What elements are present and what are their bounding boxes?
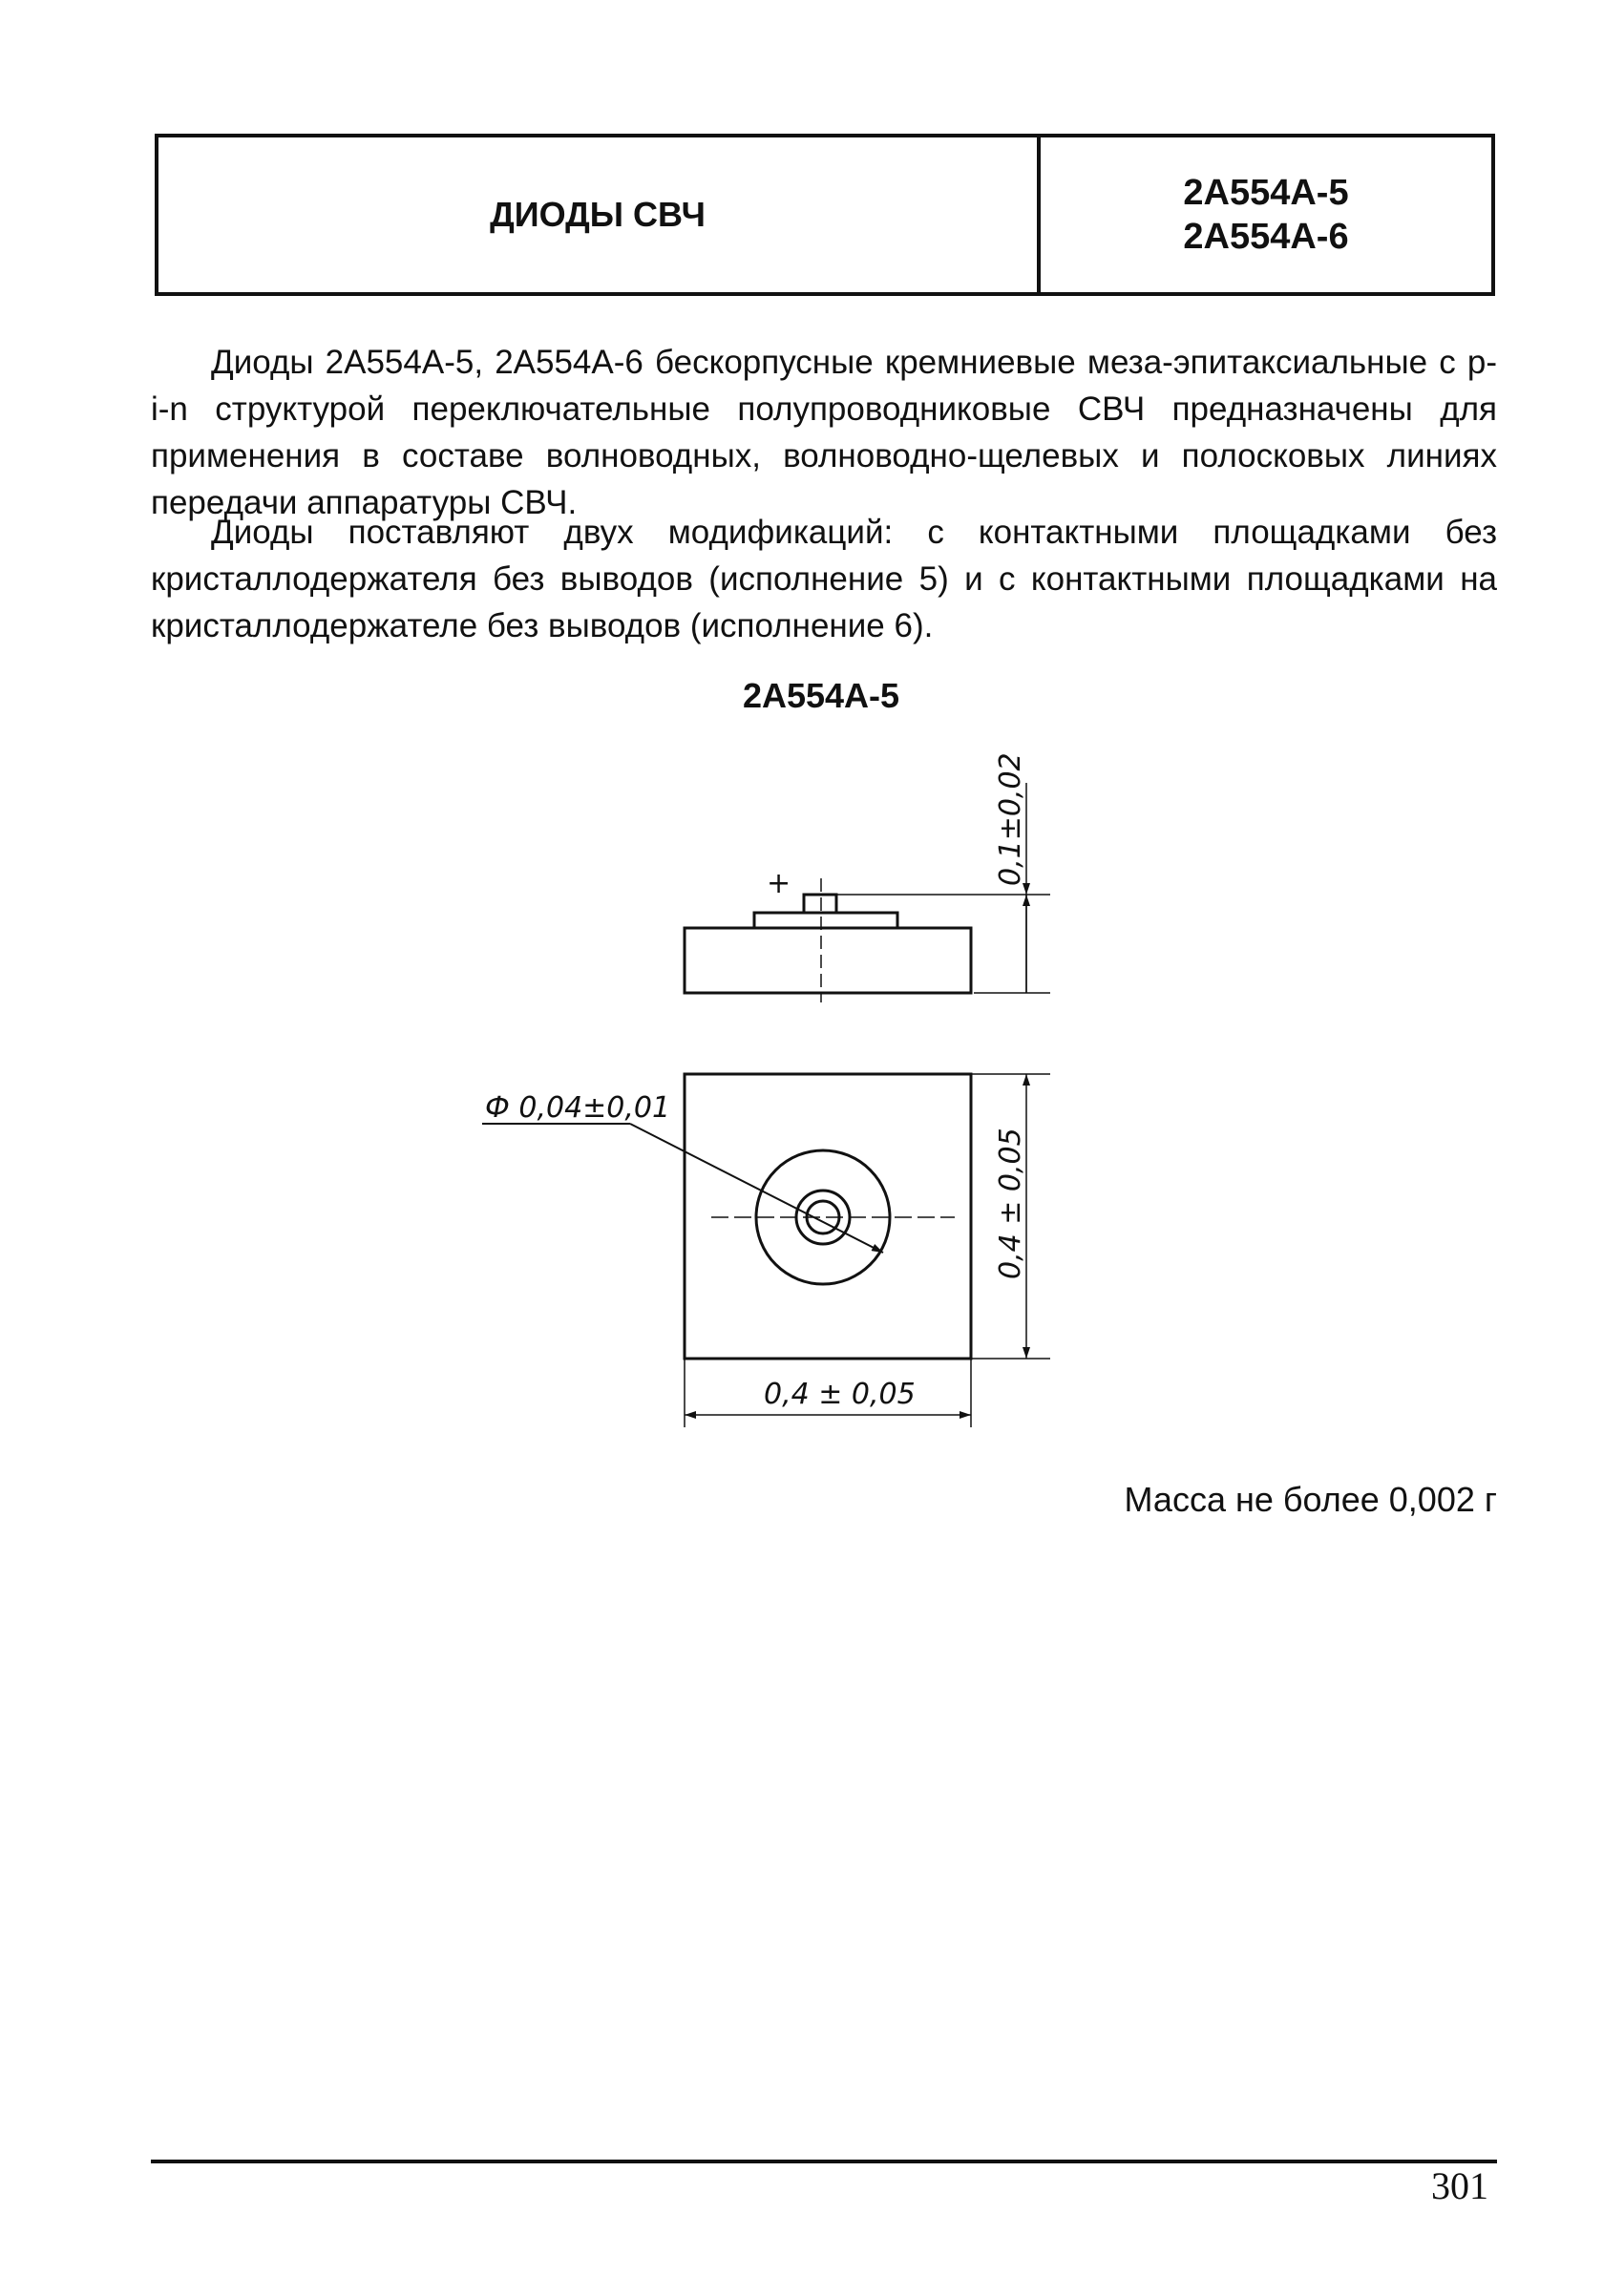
modification-paragraph: Диоды поставляют двух модификаций: с контактными площадками без кристаллодержателя без выводов (исполнение 5) и с контактными площадками на кристаллодержателе без выводов (исполнение 6). [151, 514, 1497, 644]
figure-title: 2А554А-5 [742, 676, 900, 715]
chip-body-side [685, 928, 971, 993]
vertical-side-dimension-label: 0,4 ± 0,05 [994, 1128, 1027, 1279]
footer-rule [151, 2160, 1497, 2163]
contact-pad-side [754, 913, 897, 928]
contact-pad-outer-circle [756, 1150, 890, 1284]
page-number: 301 [1431, 2164, 1488, 2207]
chip-body-top [685, 1074, 971, 1359]
contact-bump-side [804, 895, 836, 913]
model-label-1: 2А554А-5 [1183, 173, 1349, 213]
description-paragraph: Диоды 2А554А-5, 2А554А-6 бескорпусные кремниевые меза-эпитаксиальные с p-i-n структурой переключательные полупроводниковые СВЧ предназначены для применения в составе волноводных, волноводно-щелевых и полосковых линиях передачи аппаратуры СВЧ. [151, 344, 1497, 521]
diameter-dimension-label: Ф 0,04±0,01 [485, 1091, 671, 1125]
section-title: ДИОДЫ СВЧ [158, 137, 1041, 292]
horizontal-side-dimension-label: 0,4 ± 0,05 [764, 1378, 916, 1411]
mass-note: Масса не более 0,002 г [1124, 1480, 1497, 1519]
plus-sign: + [767, 867, 791, 900]
top-view [482, 1074, 1050, 1427]
model-label-2: 2А554А-6 [1183, 217, 1349, 257]
height-dimension-label: 0,1±0,02 [994, 752, 1027, 886]
